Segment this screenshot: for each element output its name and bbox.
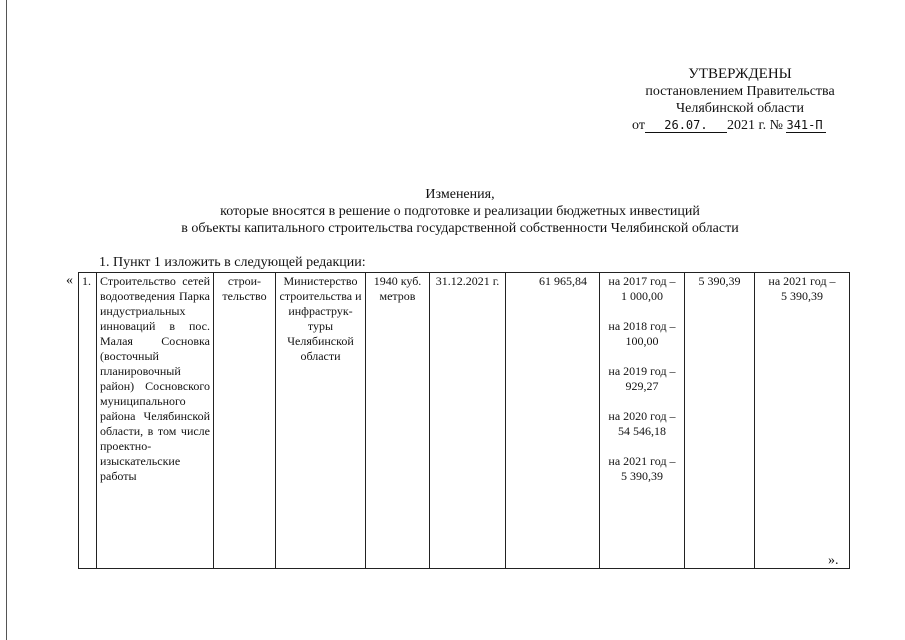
approval-line-2: Челябинской области [676,101,804,116]
cell-limit: 5 390,39 [685,273,755,569]
cell-cost: 61 965,84 [506,273,600,569]
date-field: 26.07. [645,118,727,133]
cell-funding-by-year [600,273,685,569]
approval-line-1: постановлением Правительства [645,84,835,99]
funding-year-label: на 2019 год – [608,364,676,378]
cell-2021-funding [755,273,850,569]
heading-line-1: Изменения, [425,187,495,202]
heading-line-3: в объекты капитального строительства государственной собственности Челябинской области [181,221,739,236]
cell-investment-kind: строи-тельство [214,273,276,569]
funding-year-label: на 2021 год – [608,454,676,468]
approval-stamp [620,66,860,134]
cell-deadline: 31.12.2021 г. [430,273,506,569]
number-field: 341-П [786,118,826,133]
funding-amount: 100,00 [625,334,659,348]
cell-number: 1. [79,273,97,569]
funding-amount: 929,27 [625,379,659,393]
document-heading [80,186,840,237]
point-instruction: 1. Пункт 1 изложить в следующей редакции: [99,255,366,270]
funding-item [603,364,681,394]
approval-title: УТВЕРЖДЕНЫ [688,66,792,82]
funding-amount: 5 390,39 [781,289,823,303]
funding-year-label: на 2021 год – [768,274,836,288]
quote-close: ». [828,553,839,568]
table-row [79,273,850,569]
funding-amount: 54 546,18 [618,424,666,438]
quote-open: « [66,273,73,288]
funding-year-label: на 2017 год – [608,274,676,288]
funding-year-label: на 2018 год – [608,319,676,333]
funding-item [603,319,681,349]
year-text: 2021 г. № [726,118,783,133]
date-prefix: от [632,118,645,133]
funding-item [603,409,681,439]
heading-line-2: которые вносятся в решение о подготовке и реализации бюджетных инвестиций [220,204,700,219]
cell-object-name: Строительство сетей водоотведения Парка индустриальных инноваций в пос. Малая Сосновка (восточный планировочный район) Сосновского муниципального района Челябинской области, в том числе проектно-изыскательские работы [97,273,214,569]
funding-amount: 5 390,39 [621,469,663,483]
funding-amount: 1 000,00 [621,289,663,303]
cell-ministry: Министерство строительства и инфраструк-туры Челябинской области [276,273,366,569]
investment-table [78,272,850,569]
approval-date-line [620,117,860,134]
cell-capacity: 1940 куб. метров [366,273,430,569]
funding-item [603,274,681,304]
funding-item [603,454,681,484]
funding-year-label: на 2020 год – [608,409,676,423]
page-margin-line [6,0,7,640]
